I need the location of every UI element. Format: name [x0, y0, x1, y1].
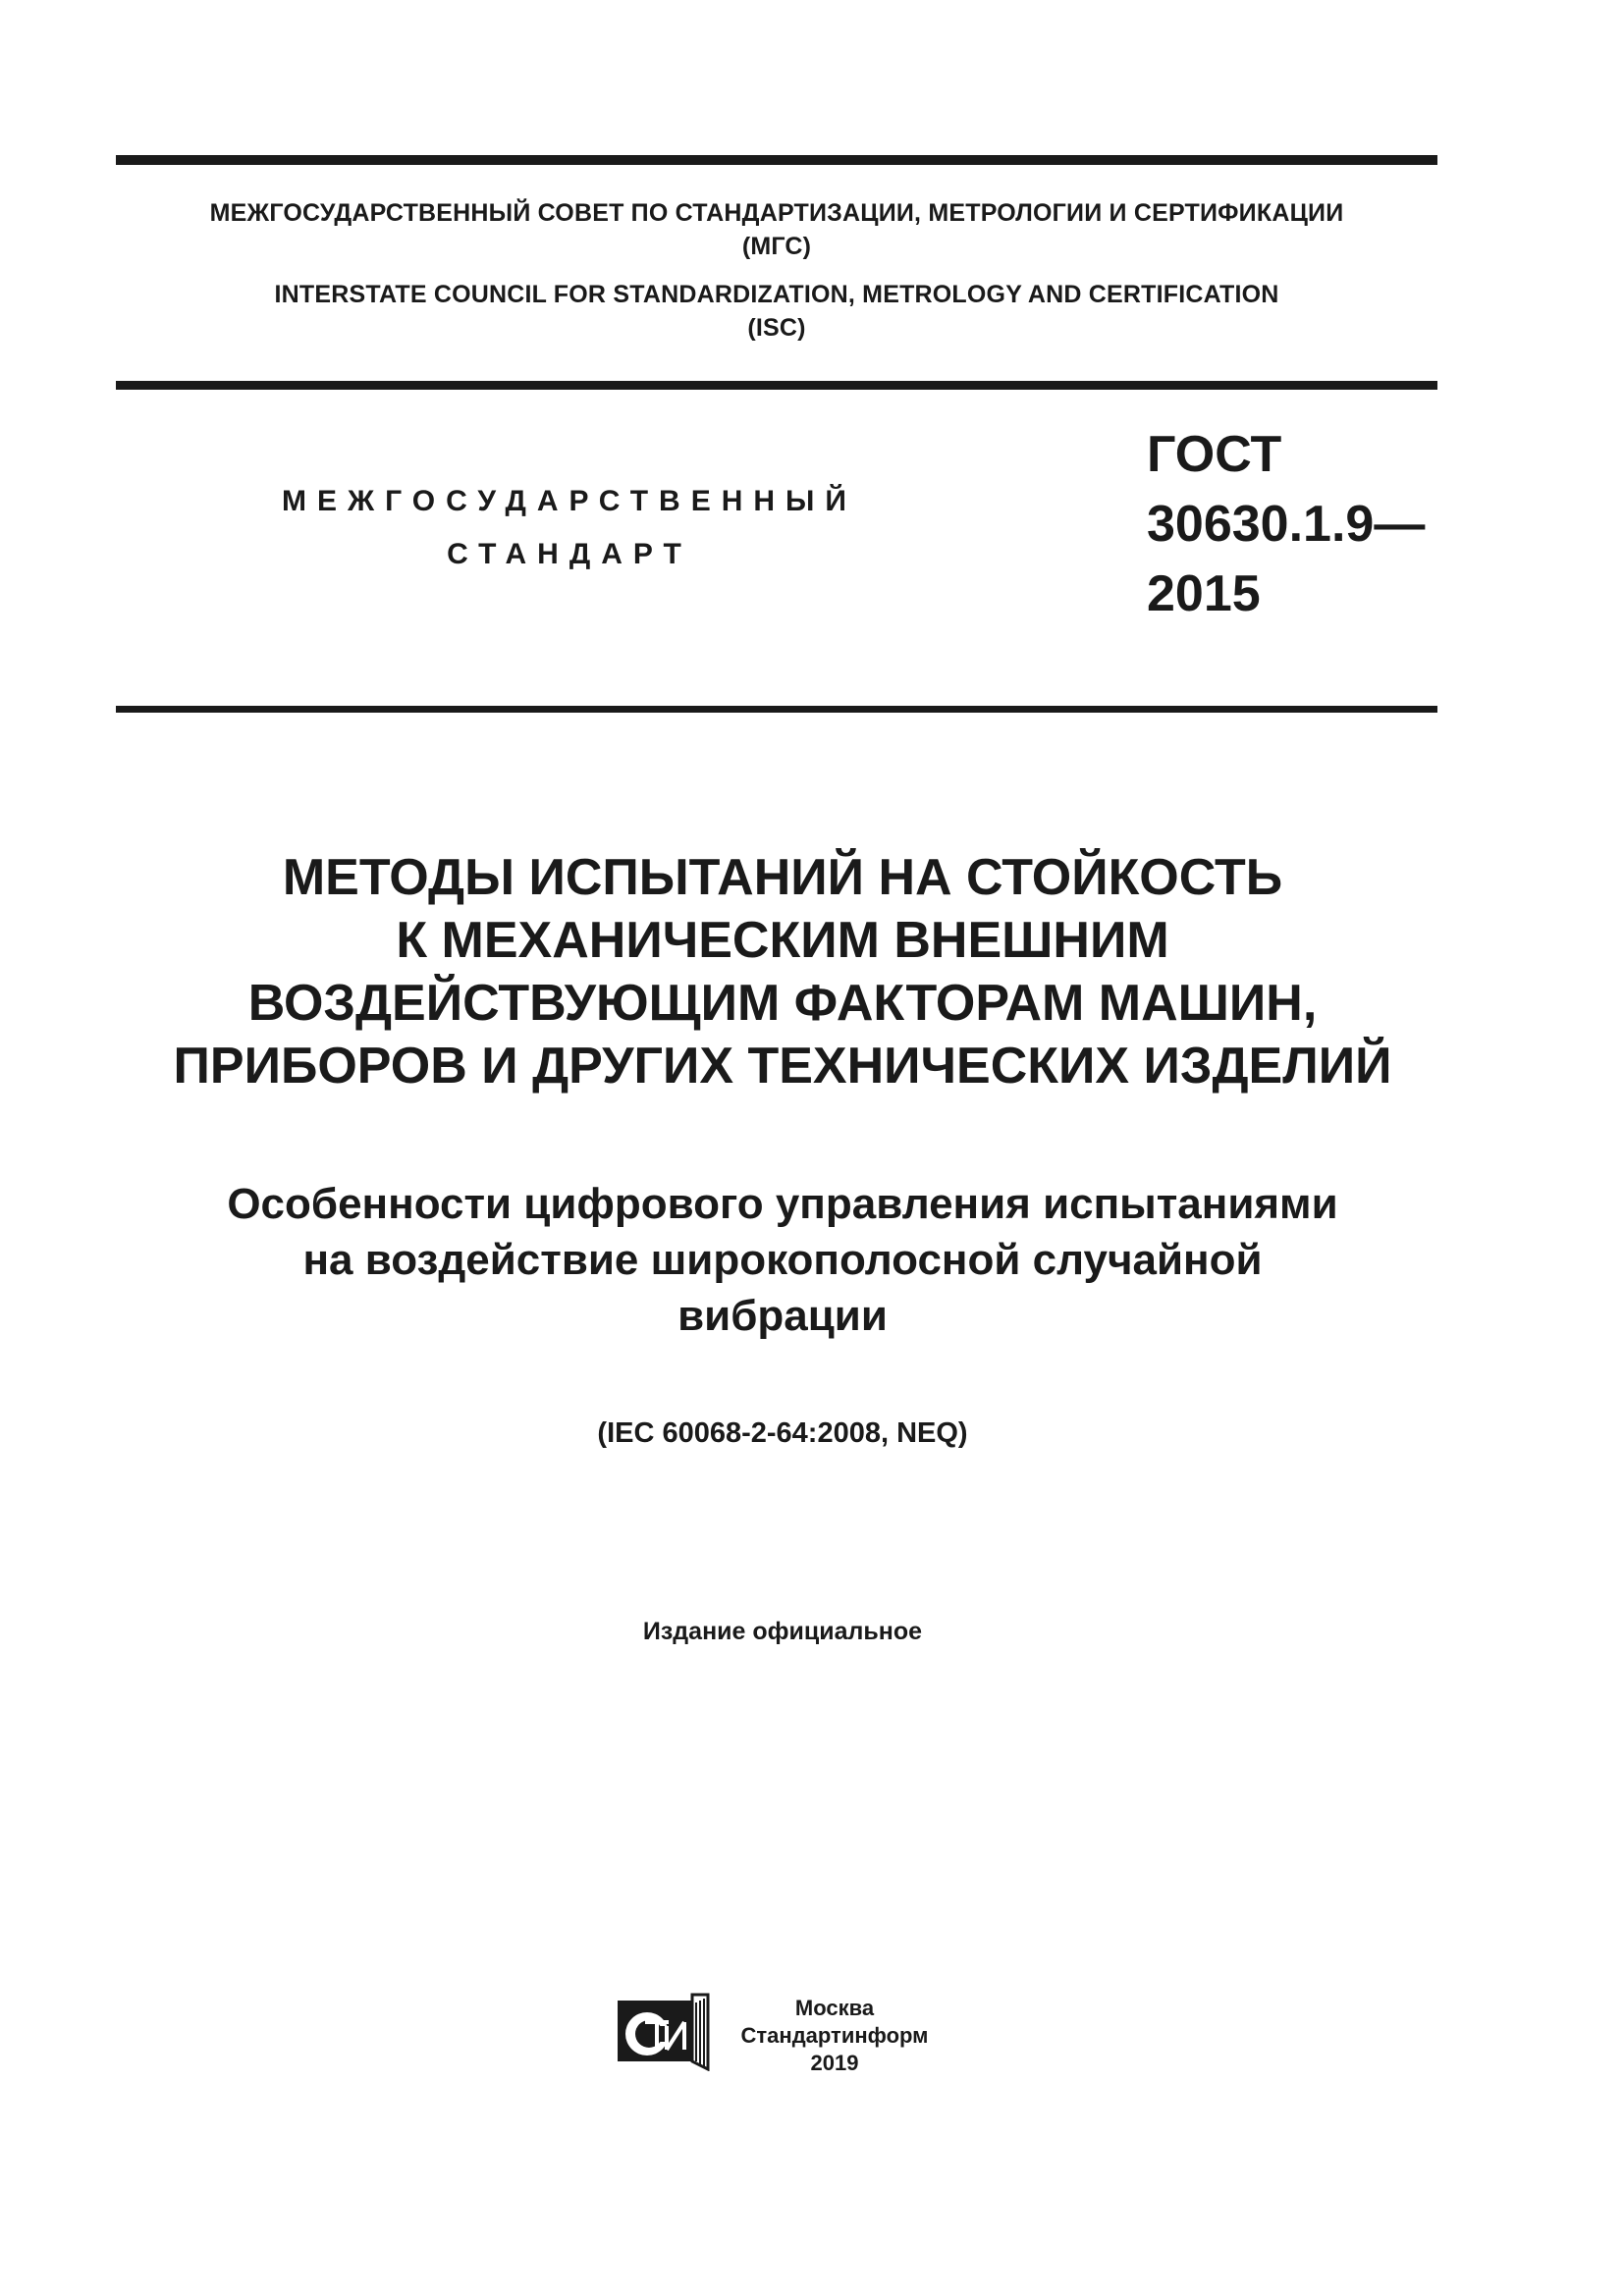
title-line: ВОЗДЕЙСТВУЮЩИМ ФАКТОРАМ МАШИН, [247, 975, 1318, 1032]
publisher-block [717, 1995, 952, 2077]
lower-divider [116, 706, 1437, 713]
publisher-name: Стандартинформ [740, 2023, 929, 2048]
standard-kind-line-2: СТАНДАРТ [447, 538, 692, 570]
title-line: К МЕХАНИЧЕСКИМ ВНЕШНИМ [396, 912, 1169, 969]
gost-id-line-1: ГОСТ [1147, 426, 1282, 483]
council-ru-name: МЕЖГОСУДАРСТВЕННЫЙ СОВЕТ ПО СТАНДАРТИЗАЦИИ, МЕТРОЛОГИИ И СЕРТИФИКАЦИИ [209, 199, 1344, 227]
subtitle-line: вибрации [677, 1292, 888, 1340]
publisher-year: 2019 [810, 2051, 859, 2075]
council-en-abbr: (ISC) [747, 314, 806, 342]
subtitle-line: на воздействие широкополосной случайной [302, 1236, 1263, 1284]
gost-id-line-2: 30630.1.9— [1147, 496, 1426, 553]
subtitle-line: Особенности цифрового управления испытаниями [227, 1180, 1338, 1228]
top-divider [116, 155, 1437, 165]
council-en-block [116, 278, 1437, 345]
gost-designation [1147, 420, 1441, 629]
document-title [79, 846, 1487, 1097]
standartinform-logo-icon [616, 1993, 710, 2071]
title-line: ПРИБОРОВ И ДРУГИХ ТЕХНИЧЕСКИХ ИЗДЕЛИЙ [173, 1038, 1392, 1095]
gost-id-line-3: 2015 [1147, 565, 1261, 622]
title-line: МЕТОДЫ ИСПЫТАНИЙ НА СТОЙКОСТЬ [282, 849, 1283, 906]
publisher-city: Москва [794, 1996, 875, 2020]
standard-kind [236, 475, 903, 581]
middle-divider [116, 381, 1437, 390]
council-ru-abbr: (МГС) [741, 233, 812, 260]
document-subtitle [79, 1176, 1487, 1344]
council-en-name: INTERSTATE COUNCIL FOR STANDARDIZATION, METROLOGY AND CERTIFICATION [274, 281, 1279, 308]
iec-reference: (IEC 60068-2-64:2008, NEQ) [597, 1417, 968, 1449]
edition-label: Издание официальное [642, 1618, 923, 1645]
standard-kind-line-1: МЕЖГОСУДАРСТВЕННЫЙ [282, 485, 857, 517]
council-ru-block [116, 196, 1437, 263]
